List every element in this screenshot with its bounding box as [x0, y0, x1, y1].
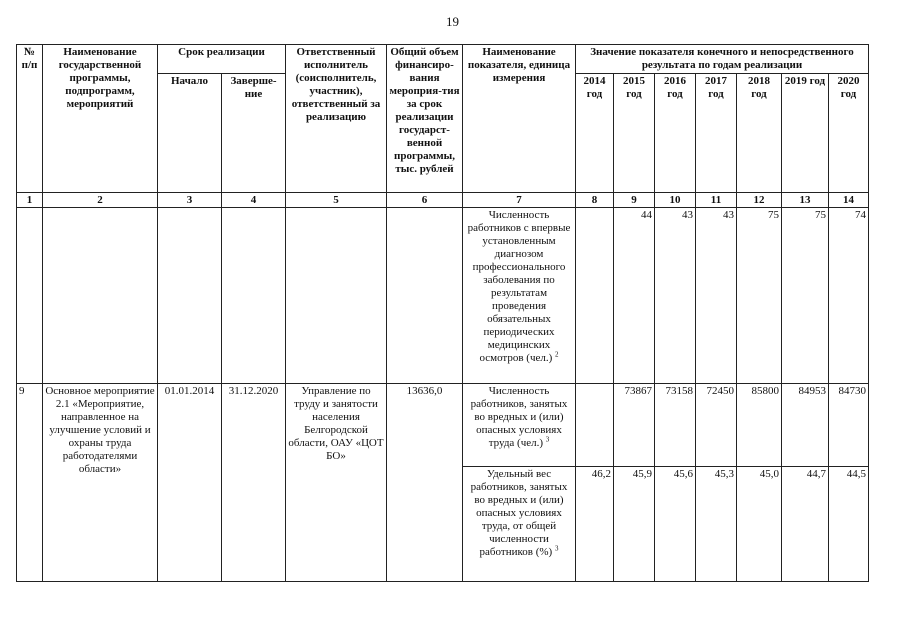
- column-number: 14: [829, 193, 869, 208]
- header-volume: Общий объем финансиро-вания мероприя-тия за срок реализации государст-венной программы, тыс. рублей: [387, 45, 463, 193]
- value-cell: 45,0: [737, 467, 782, 582]
- header-end: Заверше-ние: [222, 74, 286, 193]
- header-responsible: Ответственный исполнитель (соисполнитель, участник), ответственный за реализацию: [286, 45, 387, 193]
- value-cell: 73867: [614, 384, 655, 467]
- indicator-name: Численность работников с впервые установленным диагнозом профессионального заболевания по результатам проведения обязательных периодических медицинских осмотров (чел.) $^2$: [463, 208, 576, 384]
- header-year: 2014 год: [576, 74, 614, 193]
- table-row: [17, 208, 869, 384]
- header-year: 2019 год: [782, 74, 829, 193]
- column-number: 11: [696, 193, 737, 208]
- value-cell: 72450: [696, 384, 737, 467]
- value-cell: 84953: [782, 384, 829, 467]
- header-year: 2020 год: [829, 74, 869, 193]
- value-cell: 85800: [737, 384, 782, 467]
- value-cell: 73158: [655, 384, 696, 467]
- indicator-name: Численность работников, занятых во вредных и (или) опасных условиях труда (чел.) $^3$: [463, 384, 576, 467]
- value-cell: 75: [737, 208, 782, 384]
- column-number: 13: [782, 193, 829, 208]
- column-number: 4: [222, 193, 286, 208]
- row-number: 9: [17, 384, 43, 582]
- funding-volume: 13636,0: [387, 384, 463, 582]
- column-number: 6: [387, 193, 463, 208]
- column-number: 5: [286, 193, 387, 208]
- value-cell: 75: [782, 208, 829, 384]
- header-year: 2015 год: [614, 74, 655, 193]
- value-cell: [576, 208, 614, 384]
- value-cell: [576, 384, 614, 467]
- start-date: 01.01.2014: [158, 384, 222, 582]
- column-number: 2: [43, 193, 158, 208]
- value-cell: 74: [829, 208, 869, 384]
- header-indicator: Наименование показателя, единица измерения: [463, 45, 576, 193]
- responsible-executor: Управление по труду и занятости населения Белгородской области, ОАУ «ЦОТ БО»: [286, 384, 387, 582]
- page-number: 19: [446, 14, 459, 29]
- column-number: 1: [17, 193, 43, 208]
- header-year: 2018 год: [737, 74, 782, 193]
- column-number: 3: [158, 193, 222, 208]
- value-cell: 43: [655, 208, 696, 384]
- column-number: 12: [737, 193, 782, 208]
- measure-name: Основное мероприятие 2.1 «Мероприятие, направленное на улучшение условий и охраны труда работодателями области»: [43, 384, 158, 582]
- header-year: 2017 год: [696, 74, 737, 193]
- indicator-name: Удельный вес работников, занятых во вредных и (или) опасных условиях труда, от общей численности работников (%) $^3$: [463, 467, 576, 582]
- column-numbers-row: [17, 193, 869, 208]
- value-cell: 44,5: [829, 467, 869, 582]
- value-cell: 45,3: [696, 467, 737, 582]
- value-cell: 46,2: [576, 467, 614, 582]
- value-cell: 43: [696, 208, 737, 384]
- header-num: № п/п: [17, 45, 43, 193]
- header-start: Начало: [158, 74, 222, 193]
- column-number: 10: [655, 193, 696, 208]
- header-values-title: Значение показателя конечного и непосредственного результата по годам реализации: [576, 45, 869, 74]
- header-name: Наименование государственной программы, подпрограмм, мероприятий: [43, 45, 158, 193]
- end-date: 31.12.2020: [222, 384, 286, 582]
- header-period: Срок реализации: [158, 45, 286, 74]
- value-cell: 45,6: [655, 467, 696, 582]
- header-year: 2016 год: [655, 74, 696, 193]
- indicators-table: [16, 44, 869, 582]
- column-number: 7: [463, 193, 576, 208]
- value-cell: 44: [614, 208, 655, 384]
- value-cell: 45,9: [614, 467, 655, 582]
- value-cell: 84730: [829, 384, 869, 467]
- table-row: [17, 384, 869, 467]
- column-number: 8: [576, 193, 614, 208]
- column-number: 9: [614, 193, 655, 208]
- value-cell: 44,7: [782, 467, 829, 582]
